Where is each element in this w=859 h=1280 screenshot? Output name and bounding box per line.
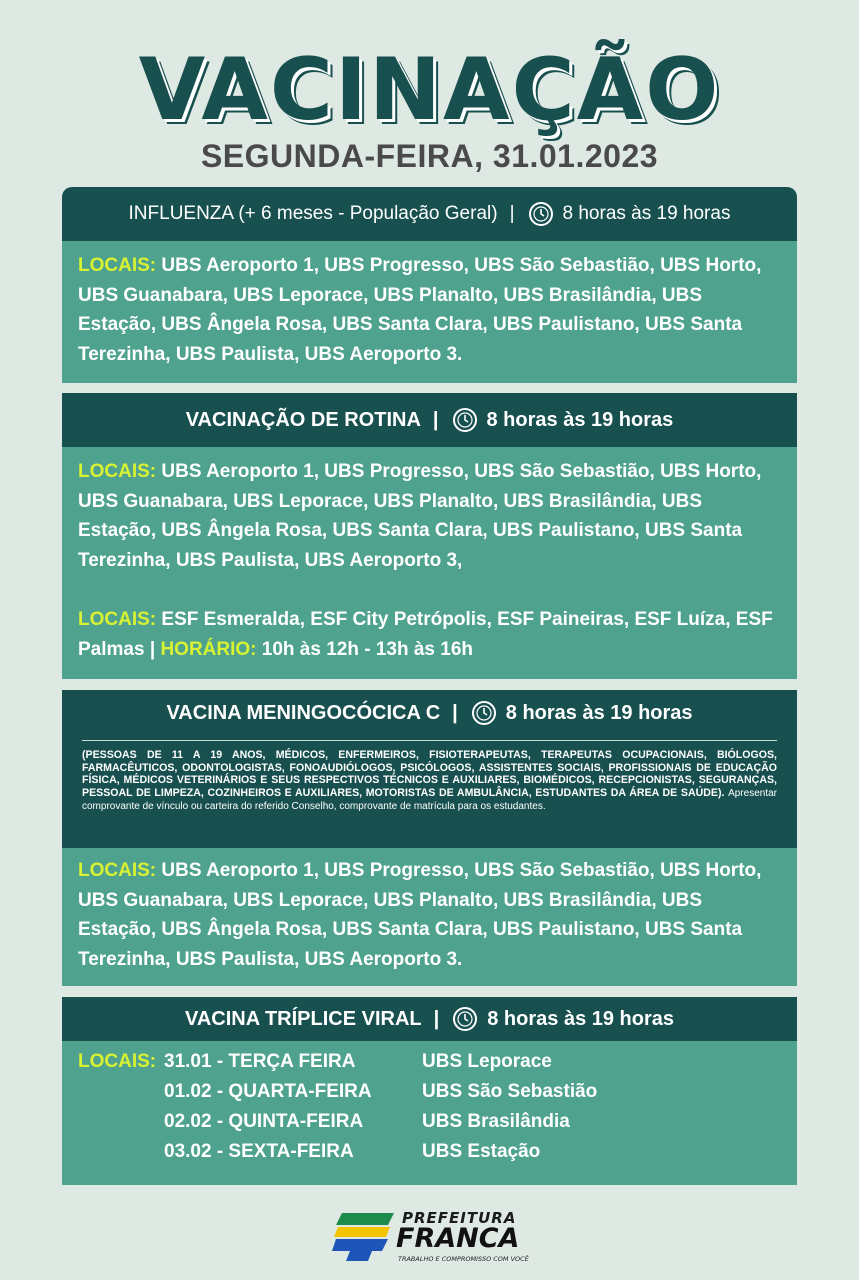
clock-icon <box>451 1005 479 1033</box>
schedule-table <box>78 1047 597 1167</box>
meningo-title: VACINA MENINGOCÓCICA C <box>166 701 441 724</box>
locais-label: LOCAIS: <box>78 255 157 276</box>
meningo-locations <box>62 848 797 986</box>
divider <box>82 740 777 741</box>
locais-label: LOCAIS: <box>78 1051 157 1073</box>
clock-icon <box>470 699 498 727</box>
separator: | <box>433 1007 440 1030</box>
logo-line1: PREFEITURA <box>402 1209 517 1227</box>
page-title: VACINAÇÃO <box>138 40 721 140</box>
schedule-date: 03.02 - SEXTA-FEIRA <box>164 1141 354 1163</box>
locais-text: UBS Aeroporto 1, UBS Progresso, UBS São Sebastião, UBS Horto, UBS Guanabara, UBS Leporace, UBS Planalto, UBS Brasilândia, UBS Estação, UBS Ângela Rosa, UBS Santa Clara, UBS Paulistano, UBS Santa Terezinha, UBS Paulista, UBS Aeroporto 3. <box>78 860 762 970</box>
clock-icon <box>527 200 555 228</box>
schedule-date: 01.02 - QUARTA-FEIRA <box>164 1081 372 1103</box>
triplice-card <box>62 997 797 1185</box>
locais-label: LOCAIS: <box>78 461 157 482</box>
triplice-locations <box>62 1041 797 1185</box>
schedule-place: UBS São Sebastião <box>422 1081 598 1103</box>
separator: | <box>509 203 515 224</box>
logo-tagline: TRABALHO E COMPROMISSO COM VOCÊ <box>398 1255 529 1263</box>
meningo-time: 8 horas às 19 horas <box>505 701 693 724</box>
page-date: SEGUNDA-FEIRA, 31.01.2023 <box>200 138 659 174</box>
horario-text: 10h às 12h - 13h às 16h <box>261 638 474 660</box>
table-row <box>78 1047 597 1077</box>
meningo-header <box>62 690 797 736</box>
clock-icon <box>451 406 479 434</box>
influenza-locations <box>62 241 797 383</box>
flag-logo-icon <box>332 1207 396 1265</box>
rotina-card <box>62 393 797 679</box>
schedule-date: 02.02 - QUINTA-FEIRA <box>164 1111 364 1133</box>
influenza-time: 8 horas às 19 horas <box>562 203 731 224</box>
locais-label: LOCAIS: <box>78 860 157 881</box>
publico-text: (PESSOAS DE 11 A 19 ANOS, MÉDICOS, ENFERMEIROS, FISIOTERAPEUTAS, TERAPEUTAS OCUPACIONAIS, BIÓLOGOS, FARMACÊUTICOS, ODONTOLOGISTAS, FONOAUDIÓLOGOS, PSICÓLOGOS, ASSISTENTES SOCIAIS, PROFISSIONAIS DE EDUCAÇÃO FÍSICA, MÉDICOS VETERINÁRIOS E SEUS RESPECTIVOS TÉCNICOS E AUXILIARES, BIOMÉDICOS, RECEPCIONISTAS, SEGURANÇAS, PESSOAL DE LIMPEZA, COZINHEIROS E AUXILIARES, MOTORISTAS DE AMBULÂNCIA, ESTUDANTES DA ÁREA DE SAÚDE). <box>82 749 777 799</box>
locais-text: UBS Aeroporto 1, UBS Progresso, UBS São Sebastião, UBS Horto, UBS Guanabara, UBS Leporace, UBS Planalto, UBS Brasilândia, UBS Estação, UBS Ângela Rosa, UBS Santa Clara, UBS Paulistano, UBS Santa Terezinha, UBS Paulista, UBS Aeroporto 3, <box>78 461 762 571</box>
locais-label: LOCAIS: <box>78 609 157 630</box>
rotina-time: 8 horas às 19 horas <box>486 408 674 431</box>
rotina-esf-list <box>78 605 781 664</box>
meningo-card <box>62 690 797 986</box>
rotina-ubs-list <box>78 457 781 575</box>
locais-label-cell <box>78 1047 164 1077</box>
rotina-header <box>62 393 797 447</box>
rotina-locations <box>62 447 797 679</box>
table-row <box>78 1107 597 1137</box>
schedule-date: 31.01 - TERÇA FEIRA <box>164 1051 356 1073</box>
influenza-title: INFLUENZA (+ 6 meses - População Geral) <box>128 203 498 224</box>
influenza-card <box>62 187 797 383</box>
meningo-target-public <box>62 736 797 848</box>
schedule-place: UBS Brasilândia <box>422 1111 570 1133</box>
schedule-place: UBS Estação <box>422 1141 541 1163</box>
locais-text: ESF Esmeralda, ESF City Petrópolis, ESF Paineiras, ESF Luíza, ESF Palmas | <box>78 609 773 660</box>
triplice-header <box>62 997 797 1041</box>
triplice-title: VACINA TRÍPLICE VIRAL <box>184 1007 422 1030</box>
prefeitura-franca-logo <box>332 1205 532 1265</box>
triplice-time: 8 horas às 19 horas <box>487 1007 675 1030</box>
table-row <box>78 1137 597 1167</box>
separator: | <box>432 408 439 431</box>
separator: | <box>452 701 458 724</box>
rotina-title: VACINAÇÃO DE ROTINA <box>185 408 421 431</box>
publico-note: Apresentar comprovante de vínculo ou carteira do referido Conselho, comprovante de matrícula para os estudantes. <box>82 787 777 813</box>
influenza-header <box>62 187 797 241</box>
logo-line2: FRANCA <box>396 1223 520 1254</box>
table-row <box>78 1077 597 1107</box>
locais-text: UBS Aeroporto 1, UBS Progresso, UBS São Sebastião, UBS Horto, UBS Guanabara, UBS Leporace, UBS Planalto, UBS Brasilândia, UBS Estação, UBS Ângela Rosa, UBS Santa Clara, UBS Paulistano, UBS Santa Terezinha, UBS Paulista, UBS Aeroporto 3. <box>78 255 762 365</box>
schedule-place: UBS Leporace <box>422 1051 552 1073</box>
horario-label: HORÁRIO: <box>160 638 257 660</box>
